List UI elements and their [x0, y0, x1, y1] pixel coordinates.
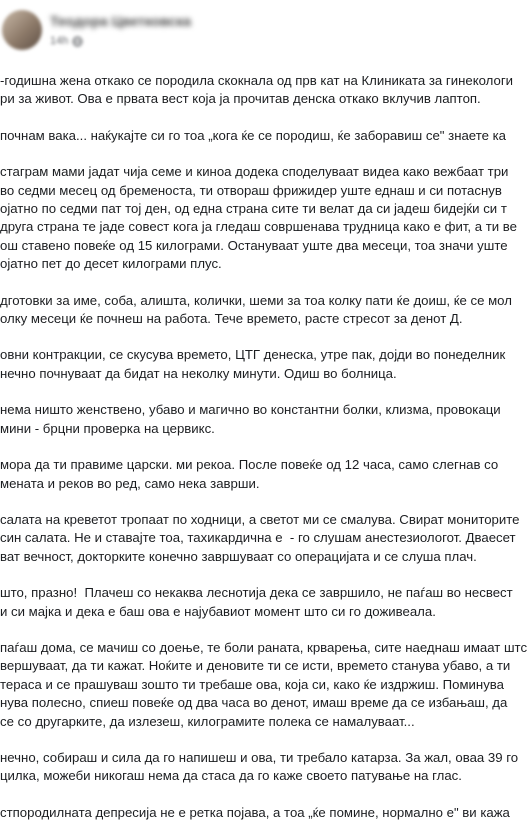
paragraph-line: стпородилната депресија не е ретка појава, а тоа „ќе помине, нормално е" ви кажа: [0, 804, 510, 820]
post-time[interactable]: 14h: [50, 35, 69, 47]
paragraph-line: што, празно! Плачеш со некаква леснотија дека се завршило, не паѓаш во несвест: [0, 585, 513, 601]
paragraph-line: паѓаш дома, се мачиш со доење, те боли раната, крварења, сите наеднаш имаат штс: [0, 639, 527, 655]
paragraph-line: ојатно пет до десет килограми плус.: [0, 256, 222, 272]
post-header: [0, 0, 480, 58]
post-paragraph: [0, 292, 512, 329]
post-paragraph: [0, 401, 501, 438]
paragraph-line: дготовки за име, соба, алишта, колички, шеми за тоа колку пати ќе доиш, ќе се мол: [0, 292, 512, 308]
paragraph-line: олку месеци ќе почнеш на работа. Тече времето, расте стресот за денот Д.: [0, 311, 463, 327]
paragraph-line: почнам вака... наќукајте си го тоа „кога ќе се породиш, ќе заборавиш се" знаете ка: [0, 127, 506, 143]
paragraph-line: салата на креветот тропаат по ходници, а светот ми се смалува. Свират мониторите: [0, 511, 520, 527]
paragraph-line: ош ставено повеќе од 15 килограми. Остануваат уште два месеци, тоа значи уште: [0, 237, 508, 253]
paragraph-line: во седми месец од бременоста, ти отвораш фрижидер уште еднаш и си потаснув: [0, 182, 502, 198]
paragraph-line: нува полесно, спиеш повеќе од два часа во денот, имаш време да се избањаш, да: [0, 695, 508, 711]
paragraph-line: ват вечност, докторките конечно завршуваат со операцијата и се слуша плач.: [0, 548, 477, 564]
post-paragraph: [0, 127, 506, 145]
post-paragraph: [0, 346, 506, 383]
paragraph-line: нечно почнуваат да бидат на неколку минути. Одиш во болница.: [0, 365, 397, 381]
post-paragraph: [0, 72, 514, 109]
paragraph-line: тераса и се прашуваш зошто ти требаше ова, која си, како ќе издржиш. Поминува: [0, 676, 504, 692]
paragraph-line: нечно, собираш и сила да го напишеш и ова, ти требало катарза. За жал, оваа 39 го: [0, 749, 519, 765]
post-body: [0, 72, 527, 840]
author-avatar[interactable]: [2, 10, 42, 50]
paragraph-line: се со другарките, да излезеш, килограмите полека се намалуваат...: [0, 713, 415, 729]
paragraph-line: цилка, можеби никогаш нема да стаса да го каже своето патување на глас.: [0, 768, 462, 784]
post-paragraph: [0, 456, 499, 493]
post-meta: [50, 34, 83, 48]
post-paragraph: [0, 639, 527, 731]
paragraph-line: ри за живот. Ова е првата вест која ја прочитав денска откако вклучив лаптоп.: [0, 91, 481, 107]
paragraph-line: ојатно по седми пат тој ден, од една страна сите ти велат да си јадеш бидејќи си т: [0, 201, 507, 217]
post-paragraph: [0, 163, 517, 273]
paragraph-line: мора да ти правиме царски. ми рекоа. После повеќе од 12 часа, само слегнав со: [0, 457, 499, 473]
paragraph-line: овни контракции, се скусува времето, ЦТГ денеска, утре пак, дојди во понеделник: [0, 347, 506, 363]
post-paragraph: [0, 804, 510, 822]
paragraph-line: мини - брцни проверка на цервикс.: [0, 420, 215, 436]
post-paragraph: [0, 584, 513, 621]
paragraph-line: -годишна жена откако се породила скокнала од прв кат на Клиниката за гинекологи: [0, 73, 514, 88]
paragraph-line: и си мајка и дека е баш ова е најубавиот момент што си го доживеала.: [0, 603, 436, 619]
paragraph-line: мената и реков во ред, само нека заврши.: [0, 475, 260, 491]
author-name[interactable]: Теодора Цветковска: [50, 13, 191, 29]
post-paragraph: [0, 511, 520, 566]
paragraph-line: стаграм мами јадат чија семе и киноа додека споделуваат видеа како вежбаат три: [0, 164, 509, 180]
paragraph-line: син салата. Не и ставајте тоа, тахикардична е - го слушам анестезиологот. Дваесет: [0, 530, 516, 546]
paragraph-line: нема ништо женствено, убаво и магично во константни болки, клизма, провокаци: [0, 402, 501, 418]
globe-icon: [72, 36, 83, 47]
paragraph-line: вершуваат, да ти кажат. Ноќите и деновите ти се исти, времето станува убаво, а ти: [0, 658, 511, 674]
paragraph-line: друга страна те јаде совест кога ја гледаш совршенава трудница како е фит, а ти ве: [0, 219, 517, 235]
post-paragraph: [0, 749, 519, 786]
